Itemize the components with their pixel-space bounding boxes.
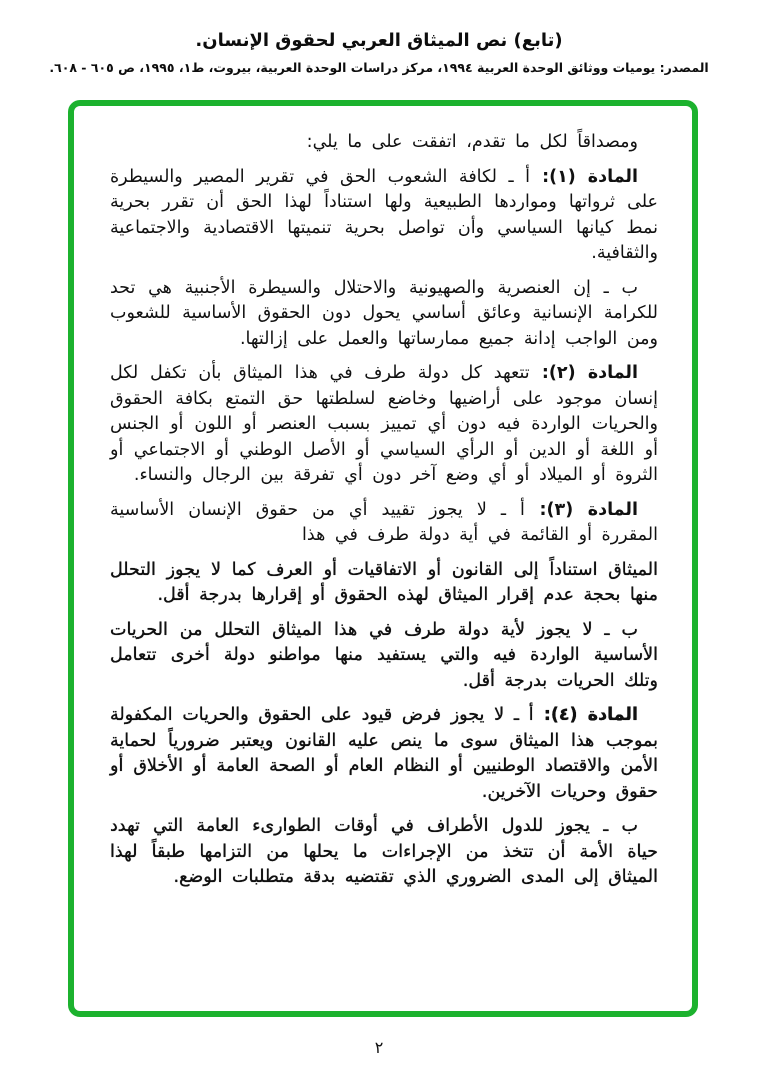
article-3-label: المادة (٣): <box>524 499 638 520</box>
article-4-label: المادة (٤): <box>533 705 638 725</box>
intro-line <box>110 130 658 156</box>
article-1-item-a <box>110 165 658 267</box>
source-citation: المصدر: يوميات ووثائق الوحدة العربية ١٩٩٤، مركز دراسات الوحدة العربية، بيروت، ط١، ١٩٩٥، ص ٦٠٥ - ٦٠٨. <box>49 59 709 75</box>
article-1-item-a-text: أ ـ لكافة الشعوب الحق في تقرير المصير والسيطرة على ثرواتها ومواردها الطبيعية ولها استناداً لهذا الحق أن تقرر بحرية نمط كيانها السياسي وأن تواصل بحرية تنميتها الاقتصادية والاجتماعية والثقافية. <box>110 166 658 263</box>
article-4-item-b-text: ب ـ يجوز للدول الأطراف في أوقات الطوارىء العامة التي تهدد حياة الأمة أن تتخذ من الإجراءات ما يحلها من التزامها طبقاً لهذا الميثاق إلى المدى الضروري الذي تقتضيه بدقة متطلبات الوضع. <box>110 816 658 887</box>
article-3-item-a-continued <box>110 558 658 609</box>
article-3-item-b <box>110 618 658 695</box>
article-2 <box>110 361 658 489</box>
intro-text: ومصداقاً لكل ما تقدم، اتفقت على ما يلي: <box>306 132 638 152</box>
article-3-item-a-text: أ ـ لا يجوز تقييد أي من حقوق الإنسان الأساسية المقررة أو القائمة في أية دولة طرف في هذا <box>110 499 658 545</box>
article-1-item-b <box>110 276 658 353</box>
article-3-item-a-continued-text: الميثاق استناداً إلى القانون أو الاتفاقيات أو العرف كما لا يجوز التحلل منها بحجة عدم إقرار الميثاق لهذه الحقوق أو إقرارها بدرجة أقل. <box>110 559 658 605</box>
article-1-item-b-text: ب ـ إن العنصرية والصهيونية والاحتلال والسيطرة الأجنبية هي تحد للكرامة الإنسانية وعائق أساسي يحول دون الحقوق الأساسية للشعوب ومن الواجب إدانة جميع ممارساتها والعمل على إزالتها. <box>110 277 658 349</box>
article-2-text: تتعهد كل دولة طرف في هذا الميثاق بأن تكفل لكل إنسان موجود على أراضيها وخاضع لسلطتها حق التمتع بكافة الحقوق والحريات الواردة فيه دون أي تمييز بسبب العنصر أو اللون أو الجنس أو اللغة أو الدين أو الرأي السياسي أو الأصل الوطني أو الاجتماعي أو الثروة أو الميلاد أو أي وضع آخر دون أي تفرقة بين الرجال والنساء. <box>110 363 658 485</box>
article-3-item-b-text: ب ـ لا يجوز لأية دولة طرف في هذا الميثاق التحلل من الحريات الأساسية الواردة فيه والتي يستفيد منها مواطنو دولة أخرى تتعامل وتلك الحريات بدرجة أقل. <box>110 619 658 691</box>
page-number: ٢ <box>374 1038 384 1057</box>
article-2-label: المادة (٢): <box>529 363 639 383</box>
article-3-item-a <box>110 498 658 549</box>
charter-border <box>68 100 698 1017</box>
document-header <box>0 0 758 75</box>
article-4-item-a-text: أ ـ لا يجوز فرض قيود على الحقوق والحريات المكفولة بموجب هذا الميثاق سوى ما ينص عليه القانون ويعتبر ضرورياً لحماية الأمن والاقتصاد الوطنيين أو النظام العام أو الصحة العامة أو الأخلاق أو حقوق وحريات الآخرين. <box>110 705 658 802</box>
document-title: (تابع) نص الميثاق العربي لحقوق الإنسان. <box>195 30 563 51</box>
article-4-item-a <box>110 703 658 805</box>
article-1-label: المادة (١): <box>530 166 638 187</box>
article-4-item-b <box>110 814 658 891</box>
charter-text-body <box>74 106 692 1011</box>
